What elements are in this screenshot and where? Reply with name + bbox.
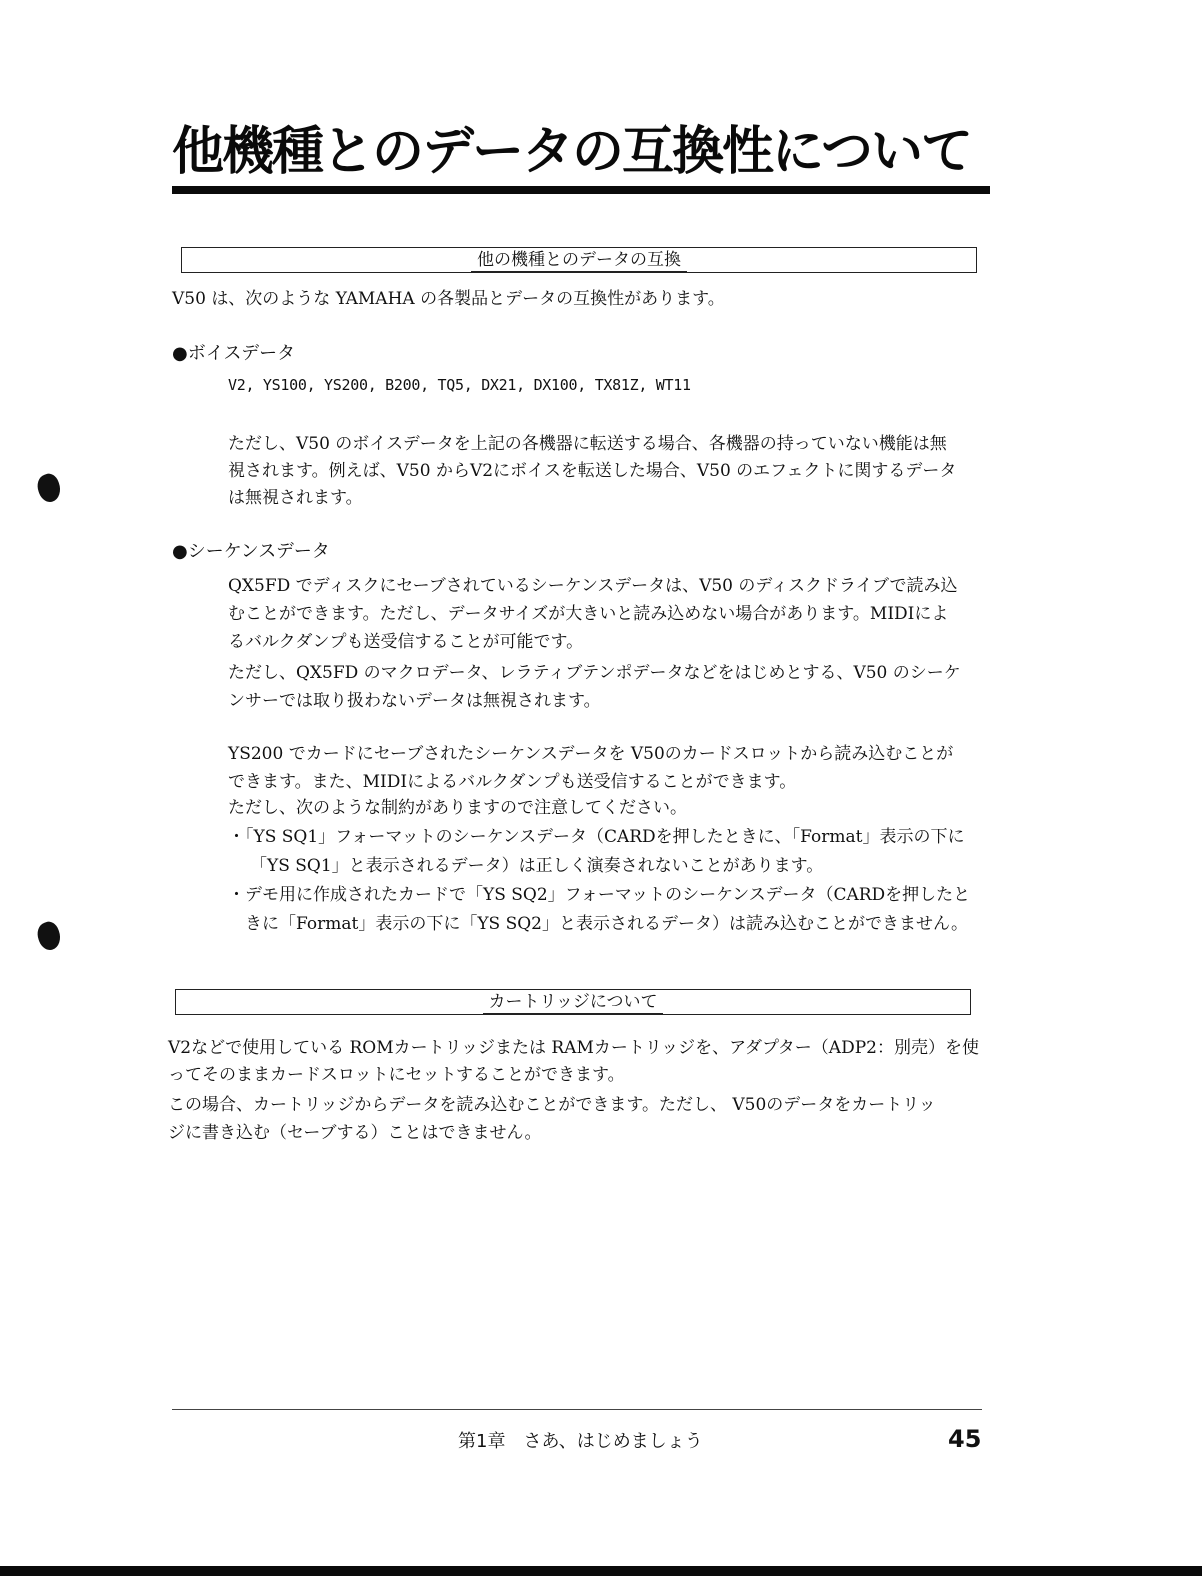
restriction-item-line: ・「YS SQ1」フォーマットのシーケンスデータ（CARDを押したときに、「Format」表示の下に <box>228 827 965 847</box>
cartridge-text-line: V2などで使用している ROMカートリッジまたは RAMカートリッジを、アダプター（ADP2：別売）を使 <box>168 1038 979 1058</box>
sequence-data-heading: ●シーケンスデータ <box>172 541 330 562</box>
voice-data-heading: ●ボイスデータ <box>172 343 296 364</box>
cartridge-text-line: ってそのままカードスロットにセットすることができます。 <box>168 1065 625 1085</box>
page-number: 45 <box>948 1425 982 1453</box>
voice-note-line: 視されます。例えば、V50 からV2にボイスを転送した場合、V50 のエフェクトに関するデータ <box>228 461 957 481</box>
section-heading-cartridge <box>175 989 971 1015</box>
sequence-para-line: YS200 でカードにセーブされたシーケンスデータを V50のカードスロットから読み込むことが <box>228 744 954 764</box>
cartridge-text-line: ジに書き込む（セーブする）ことはできません。 <box>168 1123 542 1143</box>
footer-chapter-title: 第1章 さあ、はじめましょう <box>458 1431 703 1452</box>
scan-edge-bar <box>0 1566 1202 1576</box>
section-heading-text: カートリッジについて <box>483 992 664 1014</box>
restriction-item-line: きに「Format」表示の下に「YS SQ2」と表示されるデータ）は読み込むことができません。 <box>245 914 969 934</box>
restriction-item-line: 「YS SQ1」と表示されるデータ）は正しく演奏されないことがあります。 <box>250 856 824 876</box>
sequence-para-line: るバルクダンプも送受信することが可能です。 <box>228 632 584 652</box>
footer-rule <box>172 1409 982 1410</box>
sequence-para-line: ただし、QX5FD のマクロデータ、レラティブテンポデータなどをはじめとする、V50 のシーケ <box>228 663 961 683</box>
sequence-para-line: QX5FD でディスクにセーブされているシーケンスデータは、V50 のディスクドライブで読み込 <box>228 576 958 596</box>
title-underline <box>172 186 990 194</box>
punch-hole-mark <box>34 919 64 953</box>
voice-note-line: ただし、V50 のボイスデータを上記の各機器に転送する場合、各機器の持っていない機能は無 <box>228 434 947 454</box>
section-heading-text: 他の機種とのデータの互換 <box>471 250 687 272</box>
voice-note-line: は無視されます。 <box>228 488 363 508</box>
sequence-para-line: ただし、次のような制約がありますので注意してください。 <box>228 798 687 818</box>
sequence-para-line: できます。また、MIDIによるバルクダンプも送受信することができます。 <box>228 772 797 792</box>
punch-hole-mark <box>34 471 64 505</box>
sequence-para-line: むことができます。ただし、データサイズが大きいと読み込めない場合があります。MIDIによ <box>228 604 949 624</box>
voice-models: V2, YS100, YS200, B200, TQ5, DX21, DX100, TX81Z, WT11 <box>228 376 691 394</box>
section-heading-compatibility <box>181 247 977 273</box>
page-title: 他機種とのデータの互換性について <box>172 122 971 182</box>
restriction-item-line: ・デモ用に作成されたカードで「YS SQ2」フォーマットのシーケンスデータ（CARDを押したと <box>228 885 971 905</box>
intro-text: V50 は、次のような YAMAHA の各製品とデータの互換性があります。 <box>172 289 725 309</box>
sequence-para-line: ンサーでは取り扱わないデータは無視されます。 <box>228 691 601 711</box>
cartridge-text-line: この場合、カートリッジからデータを読み込むことができます。ただし、 V50のデータをカートリッ <box>168 1095 936 1115</box>
